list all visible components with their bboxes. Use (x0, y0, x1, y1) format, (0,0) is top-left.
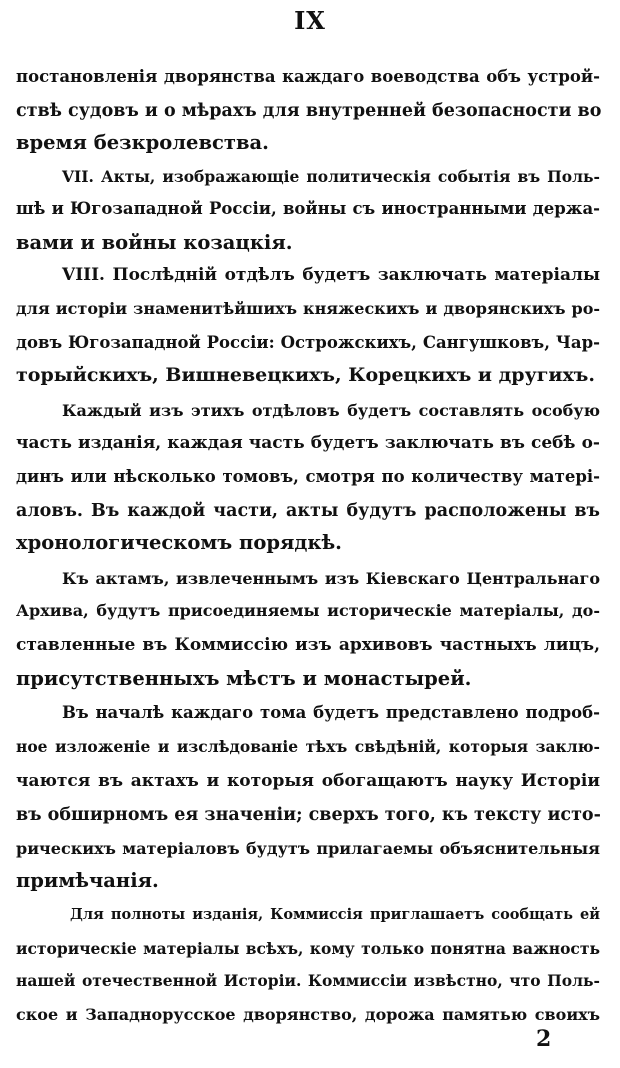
text-line: аловъ. Въ каждой части, акты будутъ расположены въ (16, 501, 600, 521)
text-line: шѣ и Югозападной Россіи, войны съ иностранными держа- (16, 199, 600, 218)
text-line: вами и войны козацкія. (16, 231, 293, 254)
text-line: ское и Западнорусское дворянство, дорожа памятью своихъ (16, 1005, 600, 1024)
text-line: ствѣ судовъ и о мѣрахъ для внутренней безопасности во (16, 101, 602, 121)
text-line: присутственныхъ мѣстъ и монастырей. (16, 667, 472, 690)
text-line: историческіе матеріалы всѣхъ, кому только понятна важность (16, 939, 600, 958)
text-line: ставленные въ Коммиссію изъ архивовъ частныхъ лицъ, (16, 635, 600, 655)
text-line: рическихъ матеріаловъ будутъ прилагаемы объяснительныя (16, 839, 600, 858)
text-line: динъ или нѣсколько томовъ, смотря по количеству матері- (16, 467, 600, 486)
text-line: нашей отечественной Исторіи. Коммиссіи извѣстно, что Поль- (16, 971, 600, 990)
text-line: чаются въ актахъ и которыя обогащаютъ науку Исторіи (16, 771, 600, 791)
text-line: Архива, будутъ присоединяемы историческіе матеріалы, до- (16, 601, 600, 620)
text-line: VII. Акты, изображающіе политическія событія въ Поль- (62, 167, 600, 186)
text-line: Въ началѣ каждаго тома будетъ представлено подроб- (62, 703, 600, 722)
page-header-roman-numeral: IX (294, 6, 326, 35)
text-line: часть изданія, каждая часть будетъ заключать въ себѣ о- (16, 433, 600, 453)
text-line: торыйскихъ, Вишневецкихъ, Корецкихъ и другихъ. (16, 364, 595, 386)
text-line: Къ актамъ, извлеченнымъ изъ Кіевскаго Центральнаго (62, 569, 600, 588)
page-folio-number: 2 (536, 1026, 552, 1052)
text-line: въ обширномъ ея значеніи; сверхъ того, къ тексту исто- (16, 805, 601, 825)
text-line: VIII. Послѣдній отдѣлъ будетъ заключать матеріалы (62, 265, 600, 285)
text-line: для исторіи знаменитѣйшихъ княжескихъ и дворянскихъ ро- (16, 299, 600, 318)
text-line: довъ Югозападной Россіи: Острожскихъ, Сангушковъ, Чар- (16, 333, 600, 352)
text-line: Для полноты изданія, Коммиссія приглашаетъ сообщать ей (70, 906, 600, 923)
text-line: примѣчанія. (16, 869, 159, 892)
text-line: время безкролевства. (16, 131, 269, 154)
text-line: хронологическомъ порядкѣ. (16, 531, 342, 554)
text-line: постановленія дворянства каждаго воеводства объ устрой- (16, 67, 600, 86)
text-line: ное изложеніе и изслѣдованіе тѣхъ свѣдѣній, которыя заклю- (16, 737, 600, 756)
text-line: Каждый изъ этихъ отдѣловъ будетъ составлять особую (62, 401, 600, 420)
